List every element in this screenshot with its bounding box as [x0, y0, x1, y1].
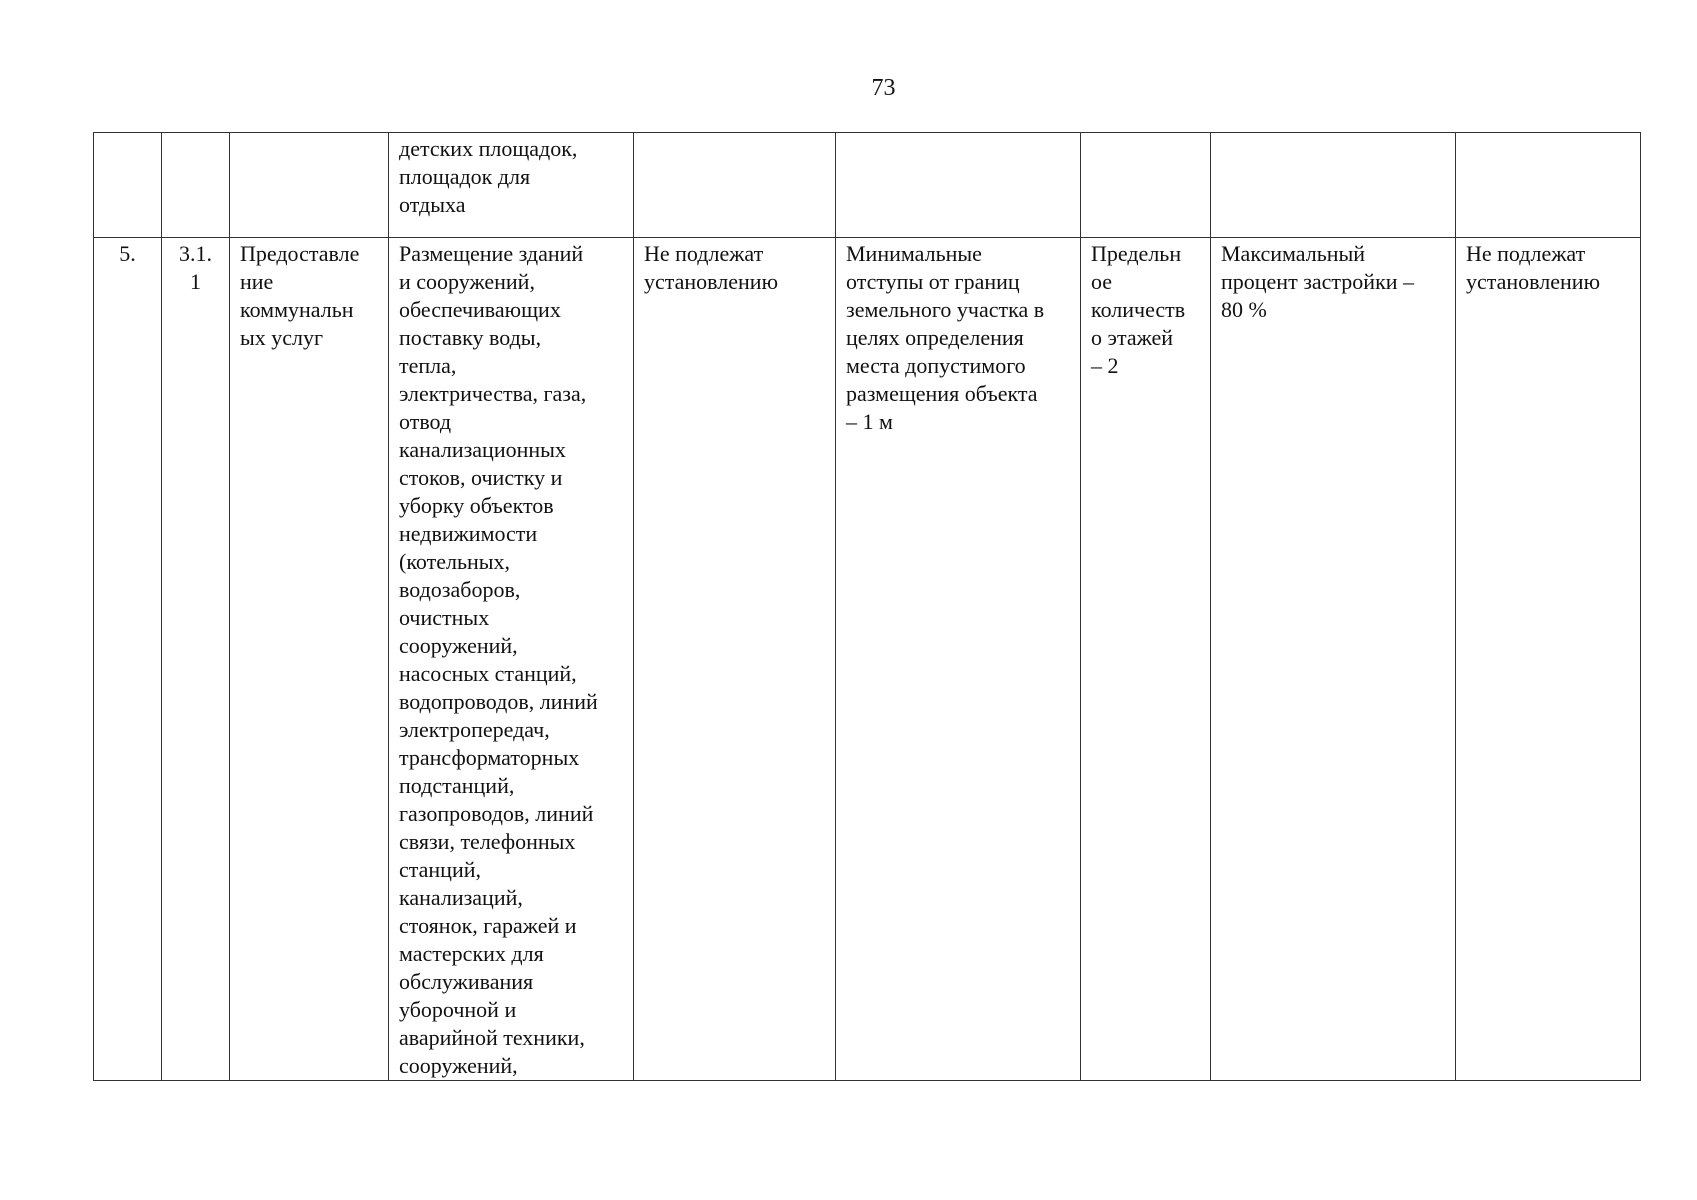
cell-setbacks: Минимальные отступы от границ земельного участка в целях определения места допустимого размещения объекта – 1 м	[836, 238, 1081, 1081]
cell-name-empty	[230, 133, 389, 238]
cell-coverage: Максимальный процент застройки – 80 %	[1211, 238, 1456, 1081]
cell-index: 5.	[94, 238, 162, 1081]
table-row-continuation	[94, 133, 1641, 238]
cell-floors: Предельн ое количеств о этажей – 2	[1081, 238, 1211, 1081]
cell-description-continued: детских площадок, площадок для отдыха	[389, 133, 634, 238]
cell-code: 3.1. 1	[162, 238, 230, 1081]
page-number: 73	[871, 75, 896, 101]
cell-plot-size-empty	[634, 133, 836, 238]
table-row	[94, 238, 1641, 1081]
cell-name: Предоставле ние коммунальн ых услуг	[230, 238, 389, 1081]
cell-other: Не подлежат установлению	[1456, 238, 1641, 1081]
regulations-table	[93, 132, 1641, 1081]
cell-description: Размещение зданий и сооружений, обеспечивающих поставку воды, тепла, электричества, газа, отвод канализационных стоков, очистку и уборку объектов недвижимости (котельных, водозаборов, очистных сооружений, насосных станций, водопроводов, линий электропередач, трансформаторных подстанций, газопроводов, линий связи, телефонных станций, канализаций, стоянок, гаражей и мастерских для обслуживания уборочной и аварийной техники, сооружений,	[389, 238, 634, 1081]
cell-code-empty	[162, 133, 230, 238]
cell-setbacks-empty	[836, 133, 1081, 238]
cell-floors-empty	[1081, 133, 1211, 238]
cell-other-empty	[1456, 133, 1641, 238]
cell-plot-size: Не подлежат установлению	[634, 238, 836, 1081]
cell-coverage-empty	[1211, 133, 1456, 238]
cell-index-empty	[94, 133, 162, 238]
